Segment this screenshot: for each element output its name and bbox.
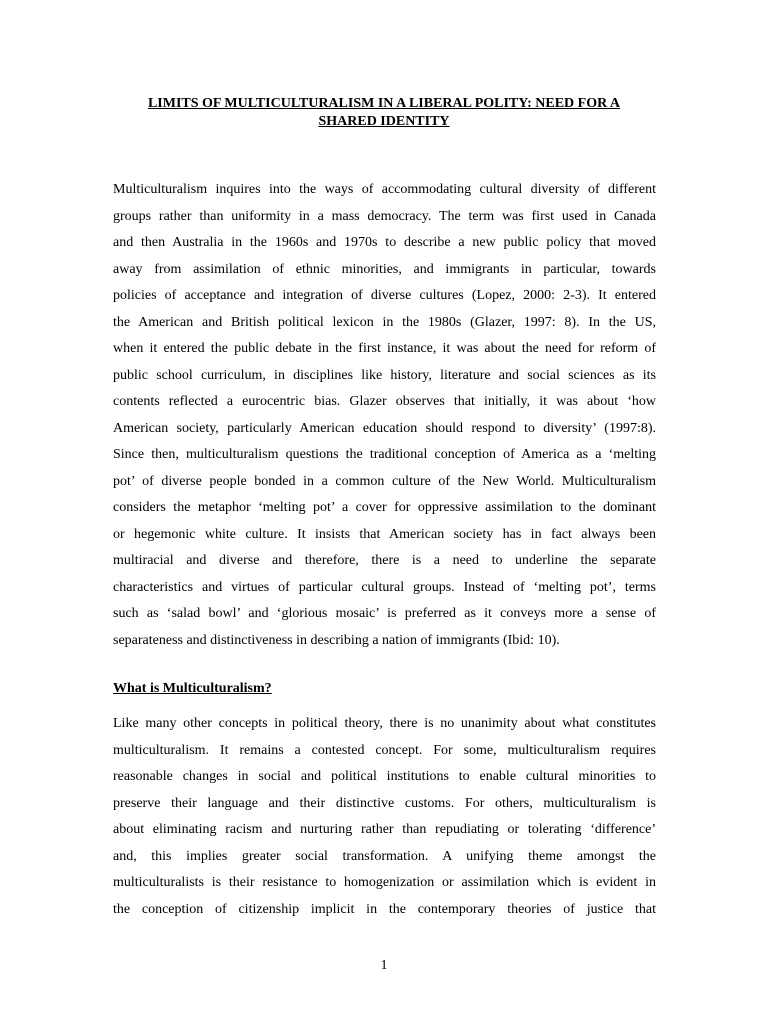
text-line: pot’ of diverse people bonded in a common culture of the New World. Multiculturalism [113,473,656,489]
page-number: 1 [380,958,388,973]
text-line: the American and British political lexicon in the 1980s (Glazer, 1997: 8). In the US, [113,314,656,330]
text-line: separateness and distinctiveness in describing a nation of immigrants (Ibid: 10). [113,632,560,648]
text-line: such as ‘salad bowl’ and ‘glorious mosaic’ is preferred as it conveys more a sense of [113,606,656,621]
text-line: public school curriculum, in disciplines like history, literature and social sciences as its [113,367,656,383]
text-line: multiculturalists is their resistance to homogenization or assimilation which is evident in [113,875,656,890]
text-line: about eliminating racism and nurturing rather than repudiating or tolerating ‘difference’ [113,822,656,837]
text-line: Multiculturalism inquires into the ways of accommodating cultural diversity of different [113,182,656,197]
text-line: away from assimilation of ethnic minorities, and immigrants in particular, towards [113,261,656,277]
text-line: considers the metaphor ‘melting pot’ a cover for oppressive assimilation to the dominant [113,500,656,515]
paragraph-intro [113,177,656,654]
title-line-2: SHARED IDENTITY [318,114,450,129]
text-line: policies of acceptance and integration of diverse cultures (Lopez, 2000: 2-3). It entered [113,288,656,303]
text-line: preserve their language and their distinctive customs. For others, multiculturalism is [113,795,656,811]
text-line: multiracial and diverse and therefore, there is a need to underline the separate [113,553,656,568]
text-line: Like many other concepts in political theory, there is no unanimity about what constitutes [113,716,656,731]
document-title [100,95,668,131]
text-line: when it entered the public debate in the first instance, it was about the need for reform of [113,341,656,356]
text-line: reasonable changes in social and political institutions to enable cultural minorities to [113,769,656,784]
paragraph-definition [113,711,656,923]
title-line-1: LIMITS OF MULTICULTURALISM IN A LIBERAL POLITY: NEED FOR A [147,96,621,111]
text-line: and then Australia in the 1960s and 1970s to describe a new public policy that moved [113,235,656,250]
text-line: Since then, multiculturalism questions the traditional conception of America as a ‘melting [113,447,656,462]
text-line: American society, particularly American education should respond to diversity’ (1997:8). [113,420,656,436]
section-heading: What is Multiculturalism? [113,681,272,696]
text-line: or hegemonic white culture. It insists that American society has in fact always been [113,526,656,542]
text-line: groups rather than uniformity in a mass democracy. The term was first used in Canada [113,208,656,224]
text-line: the conception of citizenship implicit in the contemporary theories of justice that [113,901,656,917]
text-line: characteristics and virtues of particular cultural groups. Instead of ‘melting pot’, terms [113,579,656,595]
text-line: contents reflected a eurocentric bias. Glazer observes that initially, it was about ‘how [113,394,656,409]
text-line: multiculturalism. It remains a contested concept. For some, multiculturalism requires [113,742,656,758]
text-line: and, this implies greater social transformation. A unifying theme amongst the [113,848,656,864]
